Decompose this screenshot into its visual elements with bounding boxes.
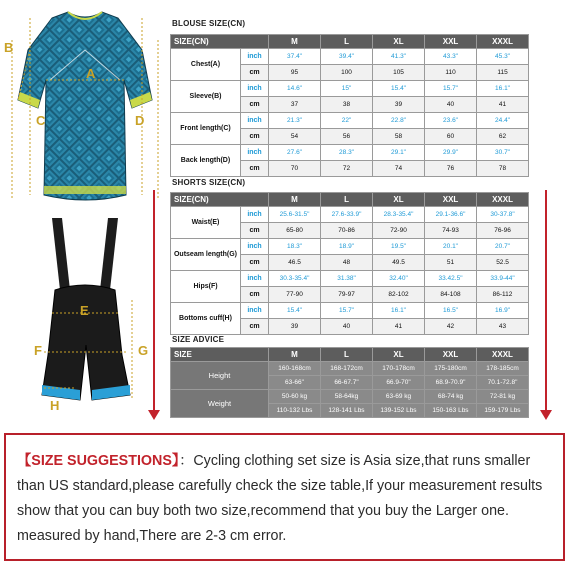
size-suggestions-label: 【SIZE SUGGESTIONS】 xyxy=(17,453,180,469)
size-suggestions-text xyxy=(17,449,553,549)
inch-value: 27.6" xyxy=(269,145,321,161)
cm-value: 70 xyxy=(269,161,321,177)
inch-value: 15" xyxy=(321,81,373,97)
cm-value: 40 xyxy=(425,97,477,113)
inch-value: 30.7" xyxy=(477,145,529,161)
inch-value: 33.9-44" xyxy=(477,271,529,287)
cm-value: 49.5 xyxy=(373,255,425,271)
cm-value: 74 xyxy=(373,161,425,177)
header-size-5: XXXL xyxy=(477,348,529,362)
inch-value: 19.5" xyxy=(373,239,425,255)
inch-value: 43.3" xyxy=(425,49,477,65)
cm-value: 86-112 xyxy=(477,287,529,303)
unit-cm: cm xyxy=(241,65,269,81)
inch-value: 24.4" xyxy=(477,113,529,129)
inch-value: 22.8" xyxy=(373,113,425,129)
header-size-4: XXL xyxy=(425,348,477,362)
unit-inch: inch xyxy=(241,49,269,65)
measurement-label: Back length(D) xyxy=(171,145,241,177)
inch-value: 16.5" xyxy=(425,303,477,319)
measure-letter-d: D xyxy=(135,113,145,128)
table-row xyxy=(171,239,529,255)
header-row xyxy=(171,348,529,362)
weight-value: 50-60 kg xyxy=(269,390,321,404)
cm-value: 39 xyxy=(269,319,321,335)
cm-value: 42 xyxy=(425,319,477,335)
measure-letter-g: G xyxy=(138,343,149,358)
inch-value: 14.6" xyxy=(269,81,321,97)
size-advice-title: SIZE ADVICE xyxy=(172,335,225,344)
cm-value: 48 xyxy=(321,255,373,271)
height-value: 160-168cm xyxy=(269,362,321,376)
header-size-4: XXL xyxy=(425,35,477,49)
measure-letter-h: H xyxy=(50,398,60,413)
inch-value: 31.38" xyxy=(321,271,373,287)
table-row xyxy=(171,207,529,223)
unit-cm: cm xyxy=(241,97,269,113)
header-size-3: XL xyxy=(373,348,425,362)
inch-value: 20.1" xyxy=(425,239,477,255)
cm-value: 65-80 xyxy=(269,223,321,239)
measure-letter-e: E xyxy=(80,303,89,318)
inch-value: 27.6-33.9" xyxy=(321,207,373,223)
cm-value: 39 xyxy=(373,97,425,113)
measurement-label: Waist(E) xyxy=(171,207,241,239)
table-row xyxy=(171,49,529,65)
inch-value: 33.42.5" xyxy=(425,271,477,287)
header-size-label: SIZE(CN) xyxy=(171,193,269,207)
unit-cm: cm xyxy=(241,161,269,177)
unit-inch: inch xyxy=(241,303,269,319)
cm-value: 100 xyxy=(321,65,373,81)
weight-value: 139-152 Lbs xyxy=(373,404,425,418)
right-arrow-line xyxy=(545,190,547,410)
cm-value: 56 xyxy=(321,129,373,145)
inch-value: 16.1" xyxy=(373,303,425,319)
shorts-size-table xyxy=(170,192,529,335)
shorts-size-title: SHORTS SIZE(CN) xyxy=(172,178,246,187)
inch-value: 29.1-36.6" xyxy=(425,207,477,223)
header-size-1: M xyxy=(269,35,321,49)
cm-value: 60 xyxy=(425,129,477,145)
cm-value: 38 xyxy=(321,97,373,113)
cm-value: 110 xyxy=(425,65,477,81)
left-arrow-line xyxy=(153,190,155,410)
height-value: 68.9-70.9" xyxy=(425,376,477,390)
table-row xyxy=(171,113,529,129)
cm-value: 52.5 xyxy=(477,255,529,271)
product-illustration xyxy=(0,0,172,420)
measure-letter-a: A xyxy=(86,66,96,81)
height-value: 175-180cm xyxy=(425,362,477,376)
weight-value: 128-141 Lbs xyxy=(321,404,373,418)
header-size-1: M xyxy=(269,193,321,207)
inch-value: 32.40" xyxy=(373,271,425,287)
header-size-3: XL xyxy=(373,193,425,207)
inch-value: 21.3" xyxy=(269,113,321,129)
height-value: 178-185cm xyxy=(477,362,529,376)
inch-value: 22" xyxy=(321,113,373,129)
header-size-label: SIZE(CN) xyxy=(171,35,269,49)
blouse-size-title: BLOUSE SIZE(CN) xyxy=(172,19,246,28)
cm-value: 43 xyxy=(477,319,529,335)
cm-value: 41 xyxy=(477,97,529,113)
header-size-label: SIZE xyxy=(171,348,269,362)
cm-value: 79-97 xyxy=(321,287,373,303)
inch-value: 29.1" xyxy=(373,145,425,161)
header-size-2: L xyxy=(321,35,373,49)
inch-value: 16.1" xyxy=(477,81,529,97)
weight-value: 72-81 kg xyxy=(477,390,529,404)
cm-value: 72 xyxy=(321,161,373,177)
cm-value: 76-96 xyxy=(477,223,529,239)
cm-value: 74-93 xyxy=(425,223,477,239)
unit-inch: inch xyxy=(241,81,269,97)
measure-letter-c: C xyxy=(36,113,46,128)
inch-value: 39.4" xyxy=(321,49,373,65)
header-size-2: L xyxy=(321,193,373,207)
inch-value: 15.4" xyxy=(269,303,321,319)
inch-value: 23.6" xyxy=(425,113,477,129)
header-row xyxy=(171,35,529,49)
cm-value: 70-86 xyxy=(321,223,373,239)
inch-value: 30.3-35.4" xyxy=(269,271,321,287)
measurement-label: Hips(F) xyxy=(171,271,241,303)
inch-value: 15.4" xyxy=(373,81,425,97)
height-value: 168-172cm xyxy=(321,362,373,376)
table-row xyxy=(171,303,529,319)
inch-value: 18.3" xyxy=(269,239,321,255)
measurement-label: Front length(C) xyxy=(171,113,241,145)
height-value: 170-178cm xyxy=(373,362,425,376)
measurement-label: Chest(A) xyxy=(171,49,241,81)
inch-value: 15.7" xyxy=(425,81,477,97)
unit-cm: cm xyxy=(241,287,269,303)
weight-value: 150-163 Lbs xyxy=(425,404,477,418)
header-size-4: XXL xyxy=(425,193,477,207)
height-value: 66.9-70" xyxy=(373,376,425,390)
inch-value: 20.7" xyxy=(477,239,529,255)
cm-value: 40 xyxy=(321,319,373,335)
weight-value: 58-64kg xyxy=(321,390,373,404)
inch-value: 25.6-31.5" xyxy=(269,207,321,223)
weight-value: 63-69 kg xyxy=(373,390,425,404)
height-value: 63-66" xyxy=(269,376,321,390)
inch-value: 45.3" xyxy=(477,49,529,65)
unit-inch: inch xyxy=(241,207,269,223)
weight-value: 110-132 Lbs xyxy=(269,404,321,418)
header-size-1: M xyxy=(269,348,321,362)
measure-letter-f: F xyxy=(34,343,42,358)
measurement-label: Bottoms cuff(H) xyxy=(171,303,241,335)
weight-value: 68-74 kg xyxy=(425,390,477,404)
unit-inch: inch xyxy=(241,239,269,255)
measurement-label: Outseam length(G) xyxy=(171,239,241,271)
unit-cm: cm xyxy=(241,129,269,145)
header-size-5: XXXL xyxy=(477,35,529,49)
cm-value: 82-102 xyxy=(373,287,425,303)
right-arrow-head-icon xyxy=(540,410,552,420)
height-value: 70.1-72.8" xyxy=(477,376,529,390)
weight-value: 159-179 Lbs xyxy=(477,404,529,418)
header-size-3: XL xyxy=(373,35,425,49)
cm-value: 77-90 xyxy=(269,287,321,303)
unit-cm: cm xyxy=(241,255,269,271)
cm-value: 72-90 xyxy=(373,223,425,239)
table-row xyxy=(171,362,529,376)
size-suggestions-body: ：Cycling clothing set size is Asia size,that runs smaller than US standard,please carefully check the size table,If your measurement results show that you can buy both two size,recommend that you buy the Larger one. measured by hand,There are 2-3 cm error. xyxy=(17,453,543,544)
unit-inch: inch xyxy=(241,113,269,129)
cm-value: 62 xyxy=(477,129,529,145)
header-size-2: L xyxy=(321,348,373,362)
cm-value: 41 xyxy=(373,319,425,335)
left-arrow-head-icon xyxy=(148,410,160,420)
inch-value: 30-37.8" xyxy=(477,207,529,223)
inch-value: 15.7" xyxy=(321,303,373,319)
unit-inch: inch xyxy=(241,271,269,287)
unit-cm: cm xyxy=(241,223,269,239)
table-row xyxy=(171,81,529,97)
cm-value: 76 xyxy=(425,161,477,177)
cm-value: 46.5 xyxy=(269,255,321,271)
cm-value: 51 xyxy=(425,255,477,271)
inch-value: 18.9" xyxy=(321,239,373,255)
cm-value: 58 xyxy=(373,129,425,145)
inch-value: 28.3" xyxy=(321,145,373,161)
inch-value: 28.3-35.4" xyxy=(373,207,425,223)
cm-value: 115 xyxy=(477,65,529,81)
blouse-size-table xyxy=(170,34,529,177)
inch-value: 37.4" xyxy=(269,49,321,65)
size-advice-table xyxy=(170,347,529,418)
measurement-label: Sleeve(B) xyxy=(171,81,241,113)
height-label: Height xyxy=(171,362,269,390)
inch-value: 16.9" xyxy=(477,303,529,319)
cm-value: 105 xyxy=(373,65,425,81)
cm-value: 78 xyxy=(477,161,529,177)
jersey xyxy=(18,12,152,200)
inch-value: 41.3" xyxy=(373,49,425,65)
table-row xyxy=(171,271,529,287)
cm-value: 84-108 xyxy=(425,287,477,303)
header-size-5: XXXL xyxy=(477,193,529,207)
table-row xyxy=(171,145,529,161)
header-row xyxy=(171,193,529,207)
table-row xyxy=(171,390,529,404)
inch-value: 29.9" xyxy=(425,145,477,161)
cm-value: 37 xyxy=(269,97,321,113)
measure-letter-b: B xyxy=(4,40,14,55)
cm-value: 54 xyxy=(269,129,321,145)
height-value: 66-67.7" xyxy=(321,376,373,390)
size-suggestions-box xyxy=(4,433,565,561)
unit-cm: cm xyxy=(241,319,269,335)
unit-inch: inch xyxy=(241,145,269,161)
weight-label: Weight xyxy=(171,390,269,418)
cm-value: 95 xyxy=(269,65,321,81)
